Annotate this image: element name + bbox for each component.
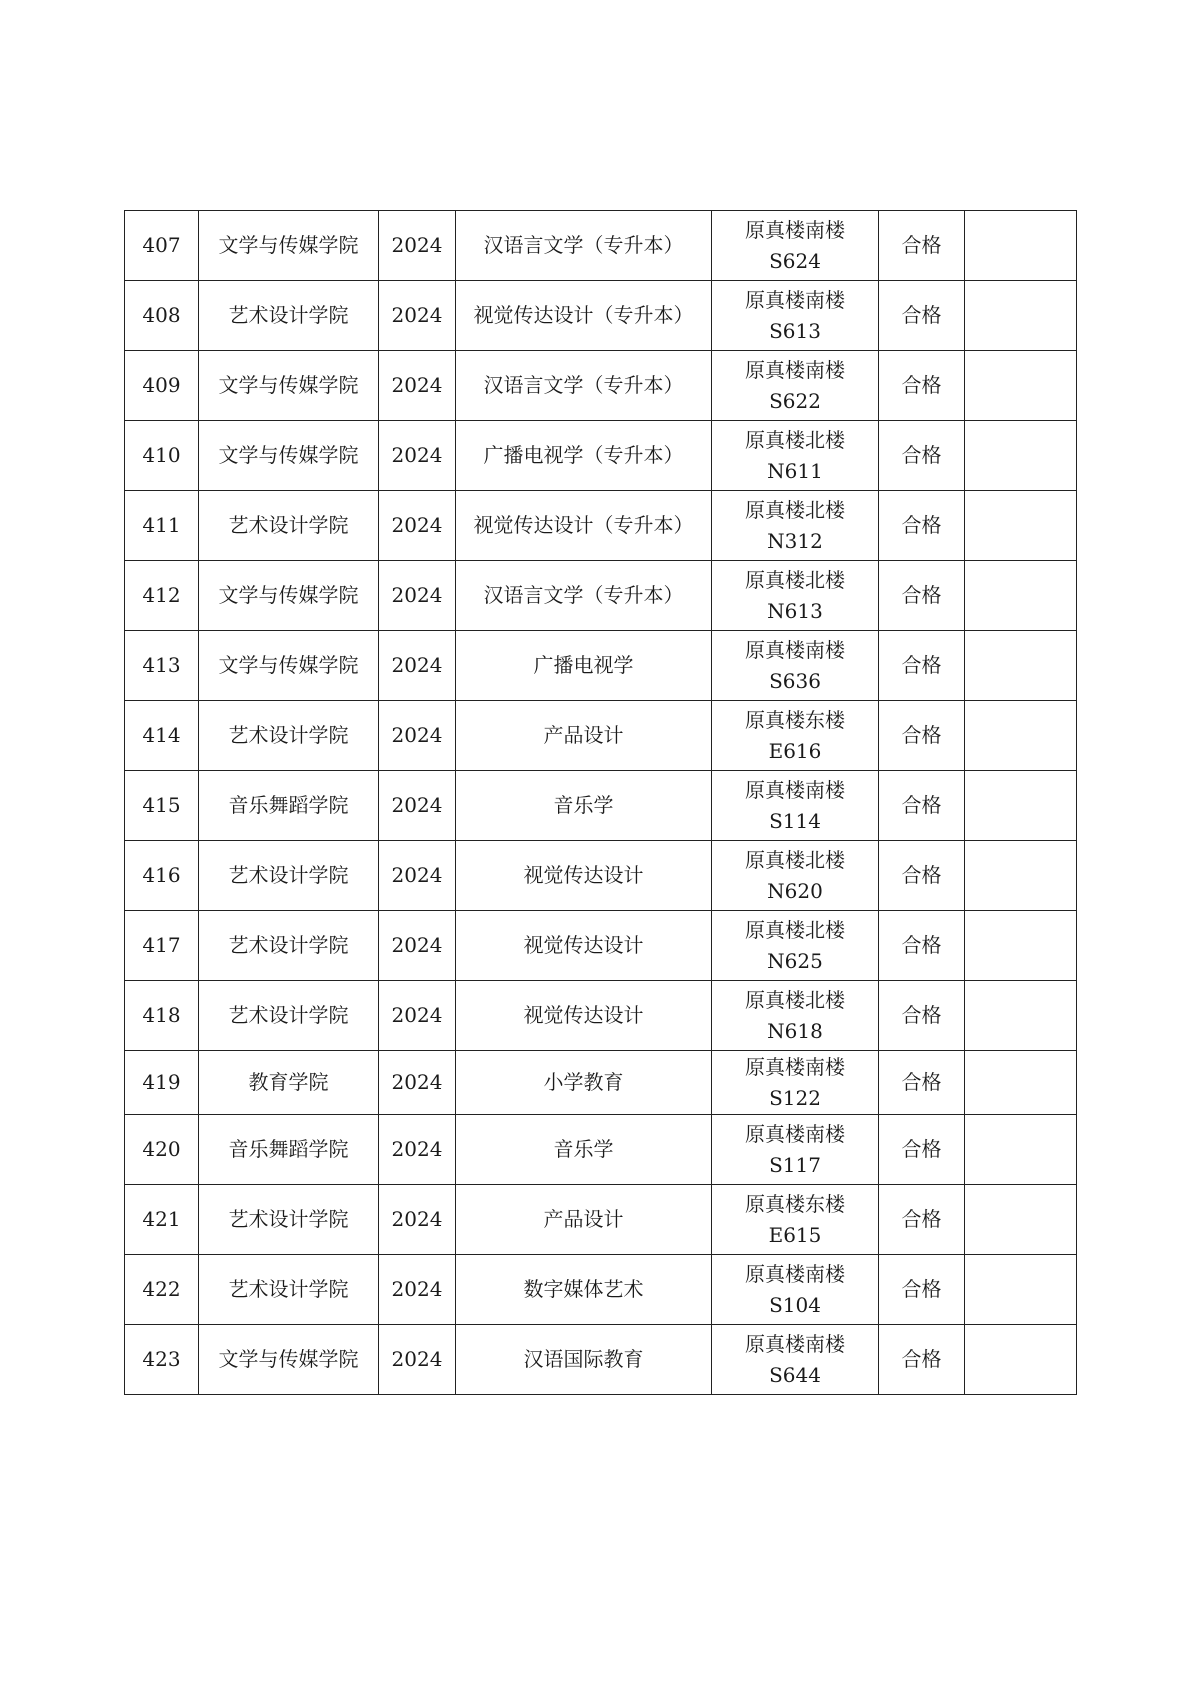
year-cell: 2024	[379, 841, 456, 911]
year-cell: 2024	[379, 1051, 456, 1115]
location-cell	[712, 491, 879, 561]
major-cell: 广播电视学（专升本）	[456, 421, 712, 491]
dormitory-inspection-table-page	[124, 210, 1077, 1395]
room-number: N613	[767, 598, 823, 623]
table-row	[125, 701, 1077, 771]
note-cell	[965, 1051, 1077, 1115]
table-row	[125, 631, 1077, 701]
note-cell	[965, 1185, 1077, 1255]
room-number: S122	[769, 1085, 821, 1110]
note-cell	[965, 1255, 1077, 1325]
college-cell: 艺术设计学院	[199, 281, 379, 351]
college-cell: 文学与传媒学院	[199, 1325, 379, 1395]
note-cell	[965, 911, 1077, 981]
table-row	[125, 841, 1077, 911]
row-number-cell: 422	[125, 1255, 199, 1325]
row-number-cell: 419	[125, 1051, 199, 1115]
result-cell: 合格	[879, 1325, 965, 1395]
note-cell	[965, 631, 1077, 701]
note-cell	[965, 981, 1077, 1051]
college-cell: 艺术设计学院	[199, 841, 379, 911]
year-cell: 2024	[379, 351, 456, 421]
building-name: 原真楼南楼	[745, 1121, 845, 1146]
major-cell: 汉语言文学（专升本）	[456, 351, 712, 421]
room-number: N620	[767, 878, 823, 903]
year-cell: 2024	[379, 1255, 456, 1325]
room-number: S622	[769, 388, 821, 413]
result-cell: 合格	[879, 981, 965, 1051]
year-cell: 2024	[379, 911, 456, 981]
table-row	[125, 351, 1077, 421]
location-cell	[712, 631, 879, 701]
location-cell	[712, 771, 879, 841]
college-cell: 文学与传媒学院	[199, 351, 379, 421]
location-cell	[712, 1325, 879, 1395]
note-cell	[965, 1115, 1077, 1185]
major-cell: 视觉传达设计（专升本）	[456, 491, 712, 561]
result-cell: 合格	[879, 211, 965, 281]
major-cell: 音乐学	[456, 1115, 712, 1185]
result-cell: 合格	[879, 491, 965, 561]
location-cell	[712, 1115, 879, 1185]
table-row	[125, 1325, 1077, 1395]
table-row	[125, 1051, 1077, 1115]
college-cell: 艺术设计学院	[199, 1255, 379, 1325]
note-cell	[965, 561, 1077, 631]
location-cell	[712, 841, 879, 911]
result-cell: 合格	[879, 351, 965, 421]
building-name: 原真楼南楼	[745, 287, 845, 312]
note-cell	[965, 771, 1077, 841]
table-row	[125, 1255, 1077, 1325]
building-name: 原真楼南楼	[745, 1261, 845, 1286]
building-name: 原真楼北楼	[745, 847, 845, 872]
college-cell: 文学与传媒学院	[199, 561, 379, 631]
result-cell: 合格	[879, 631, 965, 701]
year-cell: 2024	[379, 1325, 456, 1395]
building-name: 原真楼南楼	[745, 357, 845, 382]
building-name: 原真楼南楼	[745, 777, 845, 802]
building-name: 原真楼北楼	[745, 567, 845, 592]
room-number: S117	[769, 1152, 821, 1177]
year-cell: 2024	[379, 981, 456, 1051]
table-body	[125, 211, 1077, 1395]
major-cell: 数字媒体艺术	[456, 1255, 712, 1325]
row-number-cell: 423	[125, 1325, 199, 1395]
row-number-cell: 412	[125, 561, 199, 631]
room-number: S644	[769, 1362, 821, 1387]
building-name: 原真楼东楼	[745, 1191, 845, 1216]
year-cell: 2024	[379, 701, 456, 771]
room-number: E616	[768, 738, 822, 763]
row-number-cell: 411	[125, 491, 199, 561]
building-name: 原真楼北楼	[745, 497, 845, 522]
result-cell: 合格	[879, 841, 965, 911]
location-cell	[712, 1255, 879, 1325]
major-cell: 汉语言文学（专升本）	[456, 211, 712, 281]
building-name: 原真楼东楼	[745, 707, 845, 732]
table-row	[125, 561, 1077, 631]
major-cell: 视觉传达设计（专升本）	[456, 281, 712, 351]
year-cell: 2024	[379, 211, 456, 281]
building-name: 原真楼南楼	[745, 1331, 845, 1356]
college-cell: 音乐舞蹈学院	[199, 771, 379, 841]
major-cell: 音乐学	[456, 771, 712, 841]
room-number: N618	[767, 1018, 823, 1043]
major-cell: 汉语言文学（专升本）	[456, 561, 712, 631]
table-row	[125, 1185, 1077, 1255]
major-cell: 汉语国际教育	[456, 1325, 712, 1395]
table-row	[125, 211, 1077, 281]
building-name: 原真楼南楼	[745, 217, 845, 242]
year-cell: 2024	[379, 631, 456, 701]
result-cell: 合格	[879, 911, 965, 981]
result-cell: 合格	[879, 1051, 965, 1115]
college-cell: 艺术设计学院	[199, 911, 379, 981]
note-cell	[965, 351, 1077, 421]
room-number: N625	[767, 948, 823, 973]
row-number-cell: 415	[125, 771, 199, 841]
row-number-cell: 408	[125, 281, 199, 351]
row-number-cell: 407	[125, 211, 199, 281]
location-cell	[712, 281, 879, 351]
building-name: 原真楼南楼	[745, 1054, 845, 1079]
note-cell	[965, 491, 1077, 561]
location-cell	[712, 701, 879, 771]
year-cell: 2024	[379, 1185, 456, 1255]
note-cell	[965, 701, 1077, 771]
building-name: 原真楼南楼	[745, 637, 845, 662]
note-cell	[965, 211, 1077, 281]
room-number: S624	[769, 248, 821, 273]
year-cell: 2024	[379, 491, 456, 561]
location-cell	[712, 1051, 879, 1115]
table-row	[125, 421, 1077, 491]
college-cell: 艺术设计学院	[199, 981, 379, 1051]
room-number: S636	[769, 668, 821, 693]
room-number: S114	[769, 808, 821, 833]
college-cell: 艺术设计学院	[199, 701, 379, 771]
location-cell	[712, 211, 879, 281]
major-cell: 视觉传达设计	[456, 911, 712, 981]
room-number: N611	[767, 458, 823, 483]
row-number-cell: 417	[125, 911, 199, 981]
college-cell: 文学与传媒学院	[199, 421, 379, 491]
row-number-cell: 416	[125, 841, 199, 911]
college-cell: 文学与传媒学院	[199, 211, 379, 281]
room-number: N312	[767, 528, 823, 553]
result-cell: 合格	[879, 1255, 965, 1325]
table-row	[125, 1115, 1077, 1185]
location-cell	[712, 911, 879, 981]
table-row	[125, 771, 1077, 841]
college-cell: 艺术设计学院	[199, 491, 379, 561]
row-number-cell: 409	[125, 351, 199, 421]
major-cell: 广播电视学	[456, 631, 712, 701]
table-row	[125, 911, 1077, 981]
row-number-cell: 421	[125, 1185, 199, 1255]
location-cell	[712, 1185, 879, 1255]
building-name: 原真楼北楼	[745, 987, 845, 1012]
result-cell: 合格	[879, 1185, 965, 1255]
building-name: 原真楼北楼	[745, 427, 845, 452]
college-cell: 艺术设计学院	[199, 1185, 379, 1255]
room-number: E615	[768, 1222, 822, 1247]
year-cell: 2024	[379, 281, 456, 351]
note-cell	[965, 841, 1077, 911]
building-name: 原真楼北楼	[745, 917, 845, 942]
college-cell: 文学与传媒学院	[199, 631, 379, 701]
major-cell: 视觉传达设计	[456, 981, 712, 1051]
row-number-cell: 414	[125, 701, 199, 771]
major-cell: 视觉传达设计	[456, 841, 712, 911]
note-cell	[965, 1325, 1077, 1395]
result-cell: 合格	[879, 701, 965, 771]
year-cell: 2024	[379, 771, 456, 841]
table-row	[125, 491, 1077, 561]
location-cell	[712, 351, 879, 421]
major-cell: 产品设计	[456, 701, 712, 771]
result-cell: 合格	[879, 281, 965, 351]
major-cell: 小学教育	[456, 1051, 712, 1115]
result-cell: 合格	[879, 421, 965, 491]
table-row	[125, 981, 1077, 1051]
room-number: S104	[769, 1292, 821, 1317]
location-cell	[712, 561, 879, 631]
location-cell	[712, 981, 879, 1051]
major-cell: 产品设计	[456, 1185, 712, 1255]
college-cell: 教育学院	[199, 1051, 379, 1115]
row-number-cell: 420	[125, 1115, 199, 1185]
year-cell: 2024	[379, 561, 456, 631]
room-number: S613	[769, 318, 821, 343]
row-number-cell: 413	[125, 631, 199, 701]
year-cell: 2024	[379, 421, 456, 491]
location-cell	[712, 421, 879, 491]
result-cell: 合格	[879, 1115, 965, 1185]
college-cell: 音乐舞蹈学院	[199, 1115, 379, 1185]
year-cell: 2024	[379, 1115, 456, 1185]
row-number-cell: 410	[125, 421, 199, 491]
note-cell	[965, 421, 1077, 491]
table-row	[125, 281, 1077, 351]
result-cell: 合格	[879, 561, 965, 631]
row-number-cell: 418	[125, 981, 199, 1051]
note-cell	[965, 281, 1077, 351]
inspection-result-table	[124, 210, 1077, 1395]
result-cell: 合格	[879, 771, 965, 841]
